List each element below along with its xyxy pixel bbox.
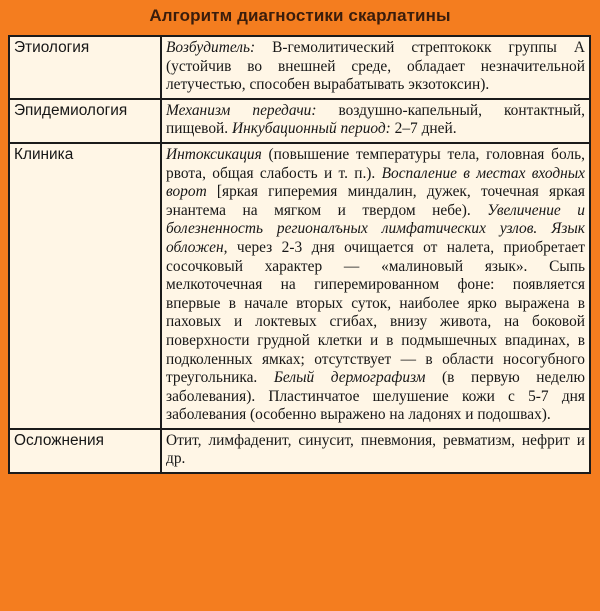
desc-fragment: 2–7 дней. (390, 120, 457, 138)
desc-fragment: Интоксикация (166, 145, 262, 163)
table-row (9, 36, 590, 99)
desc-fragment: Воспаление в местах входных ворот (166, 164, 585, 201)
diagnostic-table (8, 35, 591, 474)
desc-fragment: Отит, лимфаденит, синусит, пневмония, ревматизм, нефрит и др. (166, 431, 585, 468)
table-row (9, 99, 590, 143)
row-desc-epidemiology (161, 99, 590, 143)
row-desc-complications (161, 429, 590, 473)
row-term-epidemiology: Эпидемиология (9, 99, 161, 143)
desc-fragment: Увеличение и болезненность регионалъных лимфатических узлов. Язык обложен, (166, 201, 585, 256)
row-desc-clinic (161, 143, 590, 429)
desc-fragment: Механизм передачи: (166, 101, 317, 119)
desc-fragment: Белый дермографизм (273, 369, 426, 387)
desc-fragment: [яркая гиперемия миндалин, дужек, точечная яркая энантема на мягком и твердом небе). (166, 183, 585, 219)
row-term-complications: Осложнения (9, 429, 161, 473)
desc-fragment: (повышение температуры тела, головная боль, рвота, общая слабость и т. п.). (166, 145, 585, 182)
desc-fragment: воздушно-капельный, контактный, пищевой. (166, 101, 585, 138)
desc-fragment: (в первую неделю заболевания). Пластинчатое шелушение кожи с 5-7 дня заболевания (особенно выражено на ладонях и подошвах). (166, 369, 585, 424)
desc-fragment: Возбудитель: (166, 39, 256, 56)
desc-fragment: В-гемолитический стрептококк группы А (устойчив во внешней среде, обладает незначительной летучестью, способен вырабатывать экзотоксин). (166, 39, 585, 94)
row-term-clinic: Клиника (9, 143, 161, 429)
table-row (9, 143, 590, 429)
page-title: Алгоритм диагностики скарлатины (149, 6, 451, 25)
desc-fragment: Инкубационный период: (231, 120, 391, 138)
desc-fragment: через 2-3 дня очищается от налета, приобретает сосочковый характер — «малиновый язык». Сыпь мелкоточечная на гиперемированном фоне: появляется впервые в начале вторых суток, наиболее ярко выражена в паховых и локтевых сгибах, внизу живота, на боковой поверхности грудной клетки и в подмышечных впадинах, в подколенных ямках; отсутствует — в области носогубного треугольника. (166, 238, 585, 387)
row-desc-etiology (161, 36, 590, 99)
row-term-etiology: Этиология (9, 36, 161, 99)
table-row (9, 429, 590, 473)
